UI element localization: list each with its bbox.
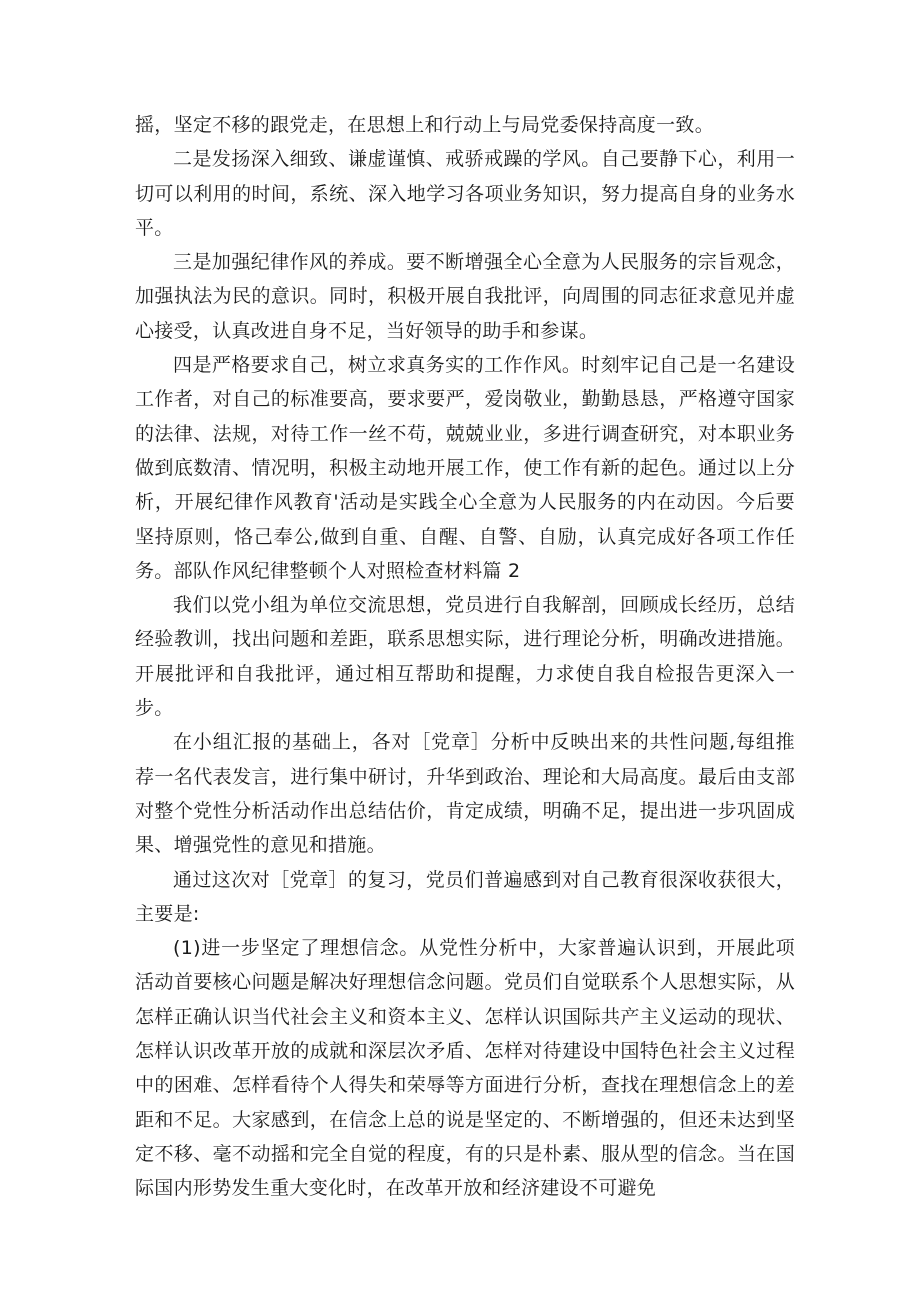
paragraph-discipline: 三是加强纪律作风的养成。要不断增强全心全意为人民服务的宗旨观念，加强执法为民的意识。同时，积极开展自我批评，向周围的同志征求意见并虚心接受，认真改进自身不足，当好领导的助手和参谋。	[135, 251, 795, 342]
paragraph-continuation: 摇，坚定不移的跟党走，在思想上和行动上与局党委保持高度一致。	[135, 114, 715, 136]
paragraph-group-report: 在小组汇报的基础上，各对［党章］分析中反映出来的共性问题,每组推荐一名代表发言，进行集中研讨，升华到政治、理论和大局高度。最后由支部对整个党性分析活动作出总结估价，肯定成绩，明确不足，提出进一步巩固成果、增强党性的意见和措施。	[135, 731, 795, 857]
paragraph-review-summary: 通过这次对［党章］的复习，党员们普遍感到对自己教育很深收获很大，主要是:	[135, 868, 795, 925]
document-body	[135, 108, 795, 1206]
paragraph-self-requirements: 四是严格要求自己，树立求真务实的工作作风。时刻牢记自己是一名建设工作者，对自己的标准要高，要求要严，爱岗敬业，勤勤恳恳，严格遵守国家的法律、法规，对待工作一丝不苟，兢兢业业，多进行调查研究，对本职业务做到底数清、情况明，积极主动地开展工作，使工作有新的起色。通过以上分析，开展纪律作风教育'活动是实践全心全意为人民服务的内在动因。今后要坚持原则，恪己奉公,做到自重、自醒、自警、自励，认真完成好各项工作任务。部队作风纪律整顿个人对照检查材料篇 2	[135, 354, 795, 582]
paragraph-group-exchange: 我们以党小组为单位交流思想，党员进行自我解剖，回顾成长经历，总结经验教训，找出问题和差距，联系思想实际，进行理论分析，明确改进措施。开展批评和自我批评，通过相互帮助和提醒，力求使自我自检报告更深入一步。	[135, 594, 795, 720]
paragraph-ideals-belief: (1)进一步坚定了理想信念。从党性分析中，大家普遍认识到，开展此项活动首要核心问题是解决好理想信念问题。党员们自觉联系个人思想实际，从怎样正确认识当代社会主义和资本主义、怎样认识国际共产主义运动的现状、怎样认识改革开放的成就和深层次矛盾、怎样对待建设中国特色社会主义过程中的困难、怎样看待个人得失和荣辱等方面进行分析，查找在理想信念上的差距和不足。大家感到，在信念上总的说是坚定的、不断增强的，但还未达到坚定不移、毫不动摇和完全自觉的程度，有的只是朴素、服从型的信念。当在国际国内形势发生重大变化时，在改革开放和经济建设不可避免	[135, 937, 795, 1200]
paragraph-study-style: 二是发扬深入细致、谦虚谨慎、戒骄戒躁的学风。自己要静下心，利用一切可以利用的时间，系统、深入地学习各项业务知识，努力提高自身的业务水平。	[135, 148, 795, 239]
